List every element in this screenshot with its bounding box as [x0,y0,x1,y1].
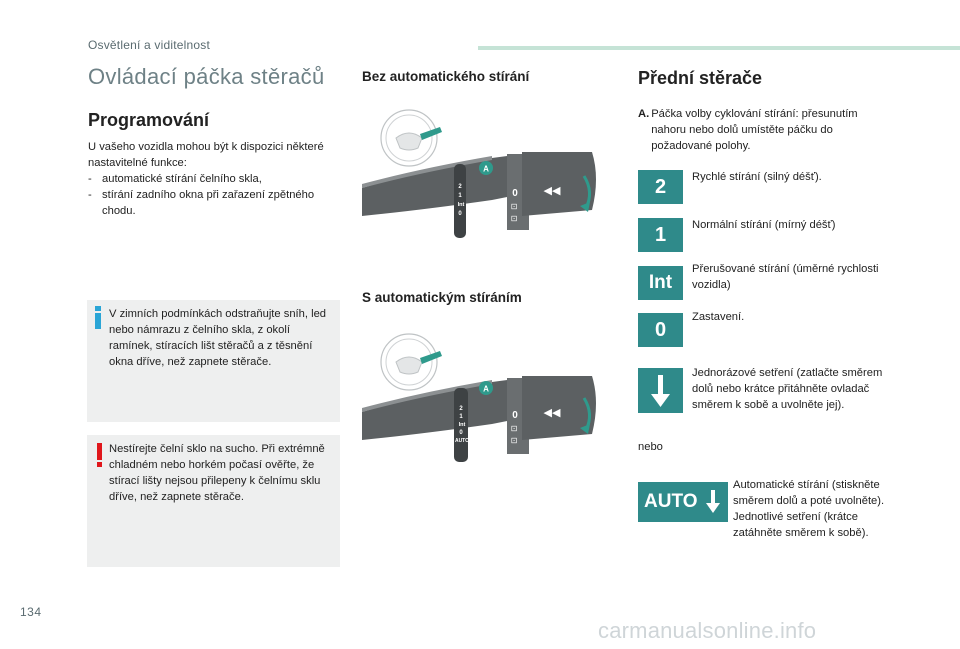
rear-wiper-position-0: 0 [512,188,518,199]
label-a: A [483,164,489,174]
auto-badge [638,482,728,522]
position-label: 0 [458,211,462,217]
warning-text: Nestírejte čelní sklo na sucho. Při extrémně chladném nebo horkém počasí ověřte, že stírací lišty nejsou přilepeny k čelnímu sklu dříve, než zapnete stěrače. [109,443,325,503]
warning-icon [97,443,103,467]
mode-badge: 1 [638,218,683,252]
page-title: Ovládací páčka stěračů [88,64,325,89]
mode-badge: Int [638,266,683,300]
mode-description: Normální stírání (mírný déšť) [692,219,836,231]
list-item: - automatické stírání čelního skla, [88,173,262,185]
info-icon [95,306,102,329]
rear-washer-icon: ⊡ [510,214,518,223]
auto-badge-label: AUTO [644,491,698,512]
arrow-down-icon [703,487,723,517]
steering-wheel-icon [381,334,442,390]
label-a: A [483,384,489,394]
position-label: Int [458,422,466,428]
rewind-icon: ◀◀ [543,184,561,197]
rear-wiper-position-0: 0 [512,410,518,421]
rear-wiper-icon: ⊡ [510,424,518,433]
lever-a-label: A. [638,108,650,120]
programming-heading: Programování [88,110,210,130]
programming-text [88,139,346,219]
mode-badge: 0 [638,313,683,347]
section-label: Osvětlení a viditelnost [88,38,210,52]
stalk-body [362,152,596,238]
arrow-down-icon [638,368,683,413]
info-text: V zimních podmínkách odstraňujte sníh, led nebo námrazu z čelního skla, z okolí ramínek, stíracích lišt stěračů a z těsnění okna dříve, než zapnete stěrače. [109,308,327,368]
list-item: - stírání zadního okna při zařazení zpětného chodu. [88,189,315,217]
mode-description: Jednorázové setření (zatlačte směrem dolů nebo krátce přitáhněte ovladač směrem k sobě a uvolněte jej). [692,367,883,411]
wiper-stalk-illustration [362,332,602,462]
position-label: 1 [458,193,462,199]
position-label: 1 [459,414,463,420]
info-box [87,300,340,422]
position-label: AUTO [454,438,470,444]
position-label: Int [457,202,465,208]
page-number: 134 [20,605,42,619]
or-text: nebo [638,441,663,453]
stalk-body [362,376,596,462]
without-auto-heading: Bez automatického stírání [362,69,530,84]
wiper-stalk-illustration [362,108,602,238]
mode-badge: 2 [638,170,683,204]
mode-description: Zastavení. [692,311,745,323]
programming-intro: U vašeho vozidla mohou být k dispozici některé nastavitelné funkce: [88,141,324,169]
auto-description: Automatické stírání (stiskněte směrem dolů a poté uvolněte). Jednotlivé setření (krátce zatáhněte směrem k sobě). [733,479,885,539]
mode-description: Rychlé stírání (silný déšť). [692,171,822,183]
steering-wheel-icon [381,110,442,166]
mode-description: Přerušované stírání (úměrné rychlosti vozidla) [692,263,879,291]
rear-washer-icon: ⊡ [510,436,518,445]
front-wipers-heading: Přední stěrače [638,68,763,88]
position-label: 0 [459,430,463,436]
position-label: 2 [459,406,463,412]
rewind-icon: ◀◀ [543,406,561,419]
lever-a-text: Páčka volby cyklování stírání: přesunutím nahoru nebo dolů umístěte páčku do požadované polohy. [651,108,858,152]
watermark: carmanualsonline.info [598,618,817,643]
header-accent-bar [478,46,960,50]
warning-box [87,435,340,567]
rear-wiper-icon: ⊡ [510,202,518,211]
single-wipe-badge [638,368,683,413]
position-label: 2 [458,184,462,190]
lever-a-description [638,106,878,154]
with-auto-heading: S automatickým stíráním [362,290,522,305]
